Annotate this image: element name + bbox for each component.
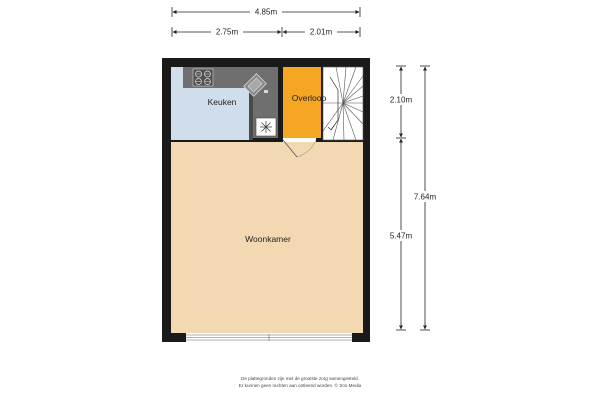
living-room-label: Woonkamer — [245, 234, 291, 244]
sink-tap — [264, 90, 268, 93]
bottom-height-dimension: 5.47m — [389, 231, 413, 241]
kitchen-label: Keuken — [207, 97, 237, 107]
right-width-dimension: 2.01m — [309, 27, 333, 37]
disclaimer-line-1: De plattegronden zijn met de grootste zorg samengesteld. — [241, 376, 359, 381]
window — [186, 333, 352, 342]
kitchen-floor — [171, 88, 253, 140]
stove-icon — [193, 69, 213, 86]
kitchen-floor-top — [171, 67, 183, 88]
total-width-dimension: 4.85m — [254, 7, 278, 17]
extractor-fan-icon — [256, 118, 276, 136]
top-height-dimension: 2.10m — [389, 95, 413, 105]
landing-label: Overloop — [291, 93, 327, 103]
right-dimensions — [386, 66, 440, 330]
disclaimer-line-2: Er kunnen geen rechten aan ontleend worden. © Soo Media — [238, 383, 362, 388]
left-width-dimension: 2.75m — [215, 27, 239, 37]
top-dimensions — [172, 6, 360, 37]
total-height-dimension: 7.64m — [413, 192, 437, 202]
